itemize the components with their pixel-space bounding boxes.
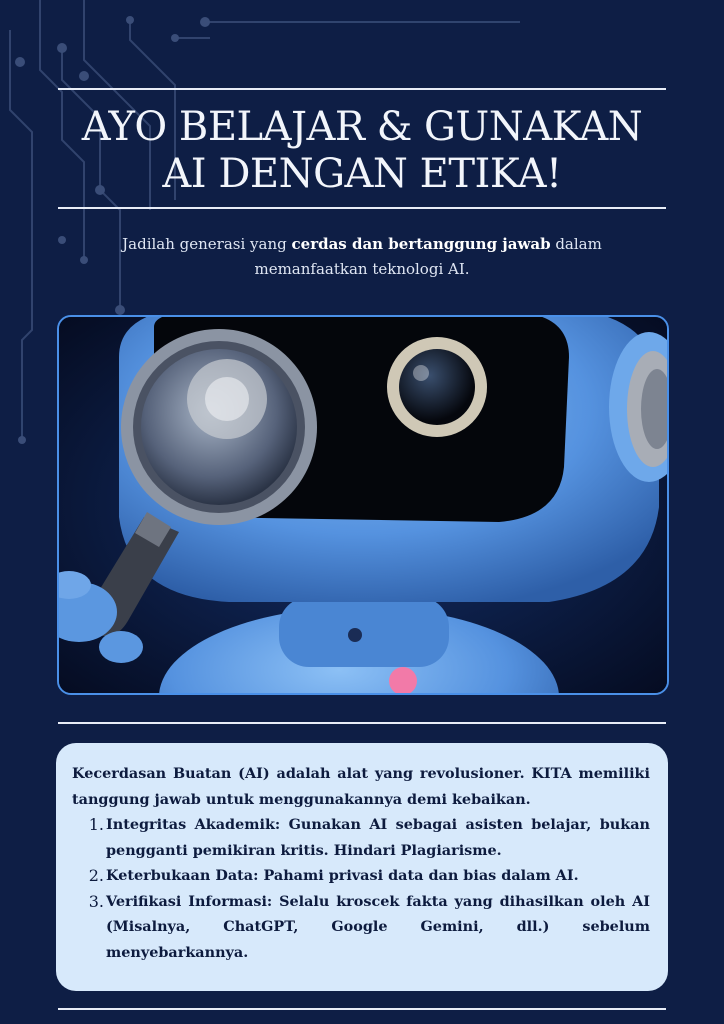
list-item-text: Keterbukaan Data: Pahami privasi data dan bias dalam AI.: [106, 867, 579, 884]
top-divider: [58, 88, 666, 90]
info-intro: Kecerdasan Buatan (AI) adalah alat yang revolusioner. KITA memiliki tanggung jawab untuk menggunakannya demi kebaikan.: [72, 765, 650, 808]
list-item: [72, 889, 650, 966]
subtitle-text-pre: Jadilah generasi yang: [122, 235, 292, 253]
list-item-text: Verifikasi Informasi: Selalu kroscek fakta yang dihasilkan oleh AI (Misalnya, ChatGPT, Google Gemini, dll.) sebelum menyebarkannya.: [106, 892, 650, 961]
list-item: [72, 812, 650, 863]
middle-divider: [58, 722, 666, 724]
robot-magnifier-icon: [59, 317, 667, 693]
info-panel: [56, 743, 668, 991]
page-title: [0, 104, 724, 198]
subtitle-text-post: dalam memanfaatkan teknologi AI.: [254, 235, 602, 278]
hero-image: [57, 315, 669, 695]
subtitle: [100, 232, 624, 282]
subtitle-text-bold: cerdas dan bertanggung jawab: [291, 235, 551, 253]
list-item-text: Integritas Akademik: Gunakan AI sebagai asisten belajar, bukan pengganti pemikiran kritis. Hindari Plagiarisme.: [106, 816, 650, 859]
title-divider: [58, 207, 666, 209]
list-item: [72, 863, 650, 889]
list-item-number: 1.: [88, 815, 104, 834]
list-item-number: 2.: [88, 866, 104, 885]
title-line-2: AI DENGAN ETIKA!: [162, 151, 562, 197]
title-line-1: AYO BELAJAR & GUNAKAN: [81, 104, 643, 150]
bottom-divider: [58, 1008, 666, 1010]
list-item-number: 3.: [88, 891, 104, 911]
